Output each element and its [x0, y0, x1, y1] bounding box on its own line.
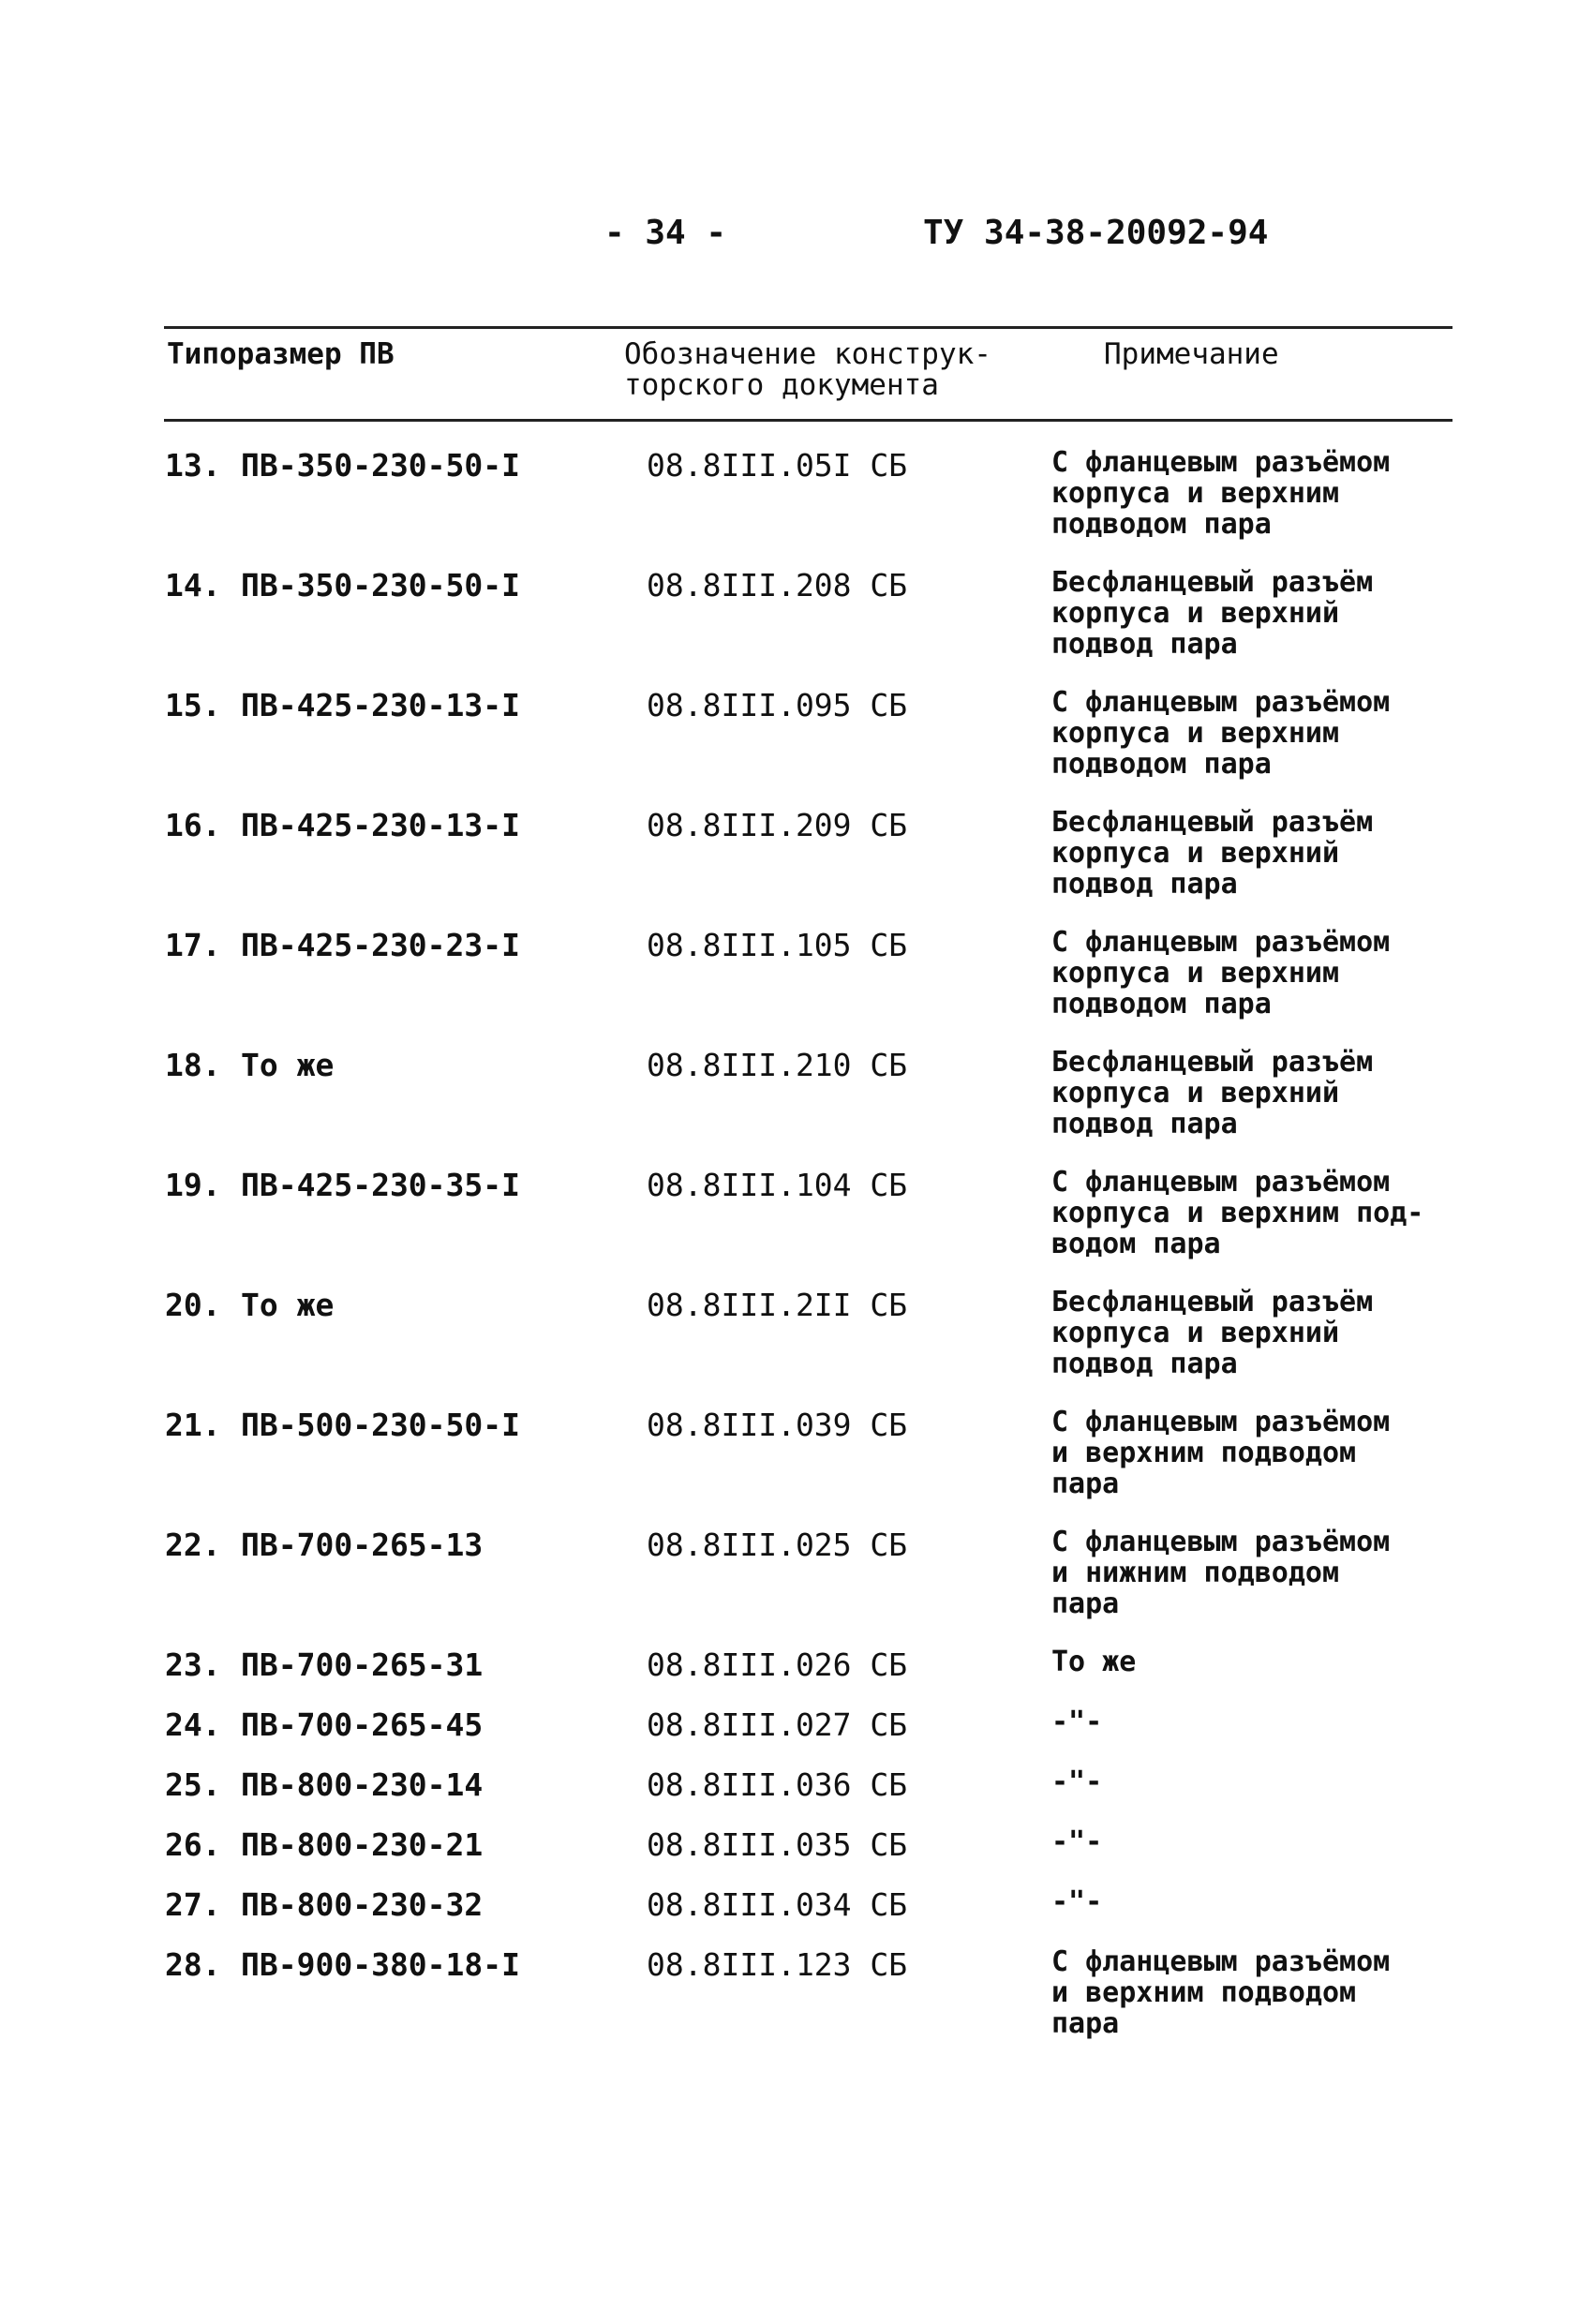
row-type: ПВ-700-265-31: [241, 1646, 484, 1683]
table-top-rule: [164, 326, 1452, 329]
row-note: -"-: [1051, 1885, 1103, 1918]
row-number: 16.: [165, 807, 221, 843]
row-type: ПВ-425-230-23-I: [241, 927, 521, 963]
row-note: С фланцевым разъёмом и верхним подводом пара: [1051, 1406, 1391, 1500]
row-code: 08.8III.123 СБ: [647, 1946, 908, 1983]
row-type: ПВ-425-230-35-I: [241, 1167, 521, 1203]
row-note: Бесфланцевый разъём корпуса и верхний подвод пара: [1051, 1286, 1374, 1380]
row-note: С фланцевым разъёмом корпуса и верхним подводом пара: [1051, 926, 1391, 1020]
row-code: 08.8III.208 СБ: [647, 567, 908, 603]
row-number: 14.: [165, 567, 221, 603]
row-note: -"-: [1051, 1765, 1103, 1798]
row-note: То же: [1051, 1646, 1137, 1678]
row-note: -"-: [1051, 1825, 1103, 1858]
row-code: 08.8III.039 СБ: [647, 1407, 908, 1443]
row-type: ПВ-425-230-13-I: [241, 687, 521, 723]
row-note: С фланцевым разъёмом корпуса и верхним подводом пара: [1051, 686, 1391, 781]
column-header-designation: Обозначение конструк- торского документа: [624, 337, 991, 402]
row-type: ПВ-800-230-32: [241, 1886, 484, 1923]
row-note: Бесфланцевый разъём корпуса и верхний подвод пара: [1051, 806, 1374, 901]
row-note: Бесфланцевый разъём корпуса и верхний подвод пара: [1051, 566, 1374, 661]
row-code: 08.8III.026 СБ: [647, 1646, 908, 1683]
row-number: 24.: [165, 1706, 221, 1743]
row-type: ПВ-900-380-18-I: [241, 1946, 521, 1983]
row-code: 08.8III.104 СБ: [647, 1167, 908, 1203]
row-number: 15.: [165, 687, 221, 723]
row-type: ПВ-500-230-50-I: [241, 1407, 521, 1443]
row-code: 08.8III.036 СБ: [647, 1766, 908, 1803]
row-type: ПВ-700-265-45: [241, 1706, 484, 1743]
row-number: 22.: [165, 1527, 221, 1563]
column-header-note: Примечание: [1104, 337, 1279, 371]
row-number: 23.: [165, 1646, 221, 1683]
row-note: С фланцевым разъёмом корпуса и верхним подводом пара: [1051, 446, 1391, 541]
row-type: ПВ-800-230-14: [241, 1766, 484, 1803]
row-number: 25.: [165, 1766, 221, 1803]
row-code: 08.8III.025 СБ: [647, 1527, 908, 1563]
row-code: 08.8III.210 СБ: [647, 1047, 908, 1083]
row-number: 18.: [165, 1047, 221, 1083]
row-note: С фланцевым разъёмом корпуса и верхним под- водом пара: [1051, 1166, 1424, 1260]
row-type: ПВ-700-265-13: [241, 1527, 484, 1563]
row-type: ПВ-350-230-50-I: [241, 567, 521, 603]
row-type: ПВ-425-230-13-I: [241, 807, 521, 843]
row-number: 26.: [165, 1826, 221, 1863]
row-type: ПВ-800-230-21: [241, 1826, 484, 1863]
row-note: С фланцевым разъёмом и нижним подводом пара: [1051, 1526, 1391, 1620]
document-code: ТУ 34-38-20092-94: [923, 214, 1269, 252]
row-number: 28.: [165, 1946, 221, 1983]
row-note: С фланцевым разъёмом и верхним подводом пара: [1051, 1945, 1391, 2040]
row-number: 19.: [165, 1167, 221, 1203]
row-number: 27.: [165, 1886, 221, 1923]
row-code: 08.8III.034 СБ: [647, 1886, 908, 1923]
row-number: 21.: [165, 1407, 221, 1443]
row-code: 08.8III.209 СБ: [647, 807, 908, 843]
row-code: 08.8III.027 СБ: [647, 1706, 908, 1743]
column-header-type: Типоразмер ПВ: [167, 337, 395, 371]
row-code: 08.8III.095 СБ: [647, 687, 908, 723]
row-type: ПВ-350-230-50-I: [241, 447, 521, 484]
row-type: То же: [241, 1047, 335, 1083]
row-note: Бесфланцевый разъём корпуса и верхний подвод пара: [1051, 1046, 1374, 1140]
row-code: 08.8III.105 СБ: [647, 927, 908, 963]
page-number: - 34 -: [604, 214, 727, 252]
row-code: 08.8III.2II СБ: [647, 1287, 908, 1323]
row-code: 08.8III.05I СБ: [647, 447, 908, 484]
row-code: 08.8III.035 СБ: [647, 1826, 908, 1863]
row-number: 20.: [165, 1287, 221, 1323]
row-number: 13.: [165, 447, 221, 484]
row-note: -"-: [1051, 1706, 1103, 1738]
table-header-rule: [164, 419, 1452, 422]
row-type: То же: [241, 1287, 335, 1323]
row-number: 17.: [165, 927, 221, 963]
